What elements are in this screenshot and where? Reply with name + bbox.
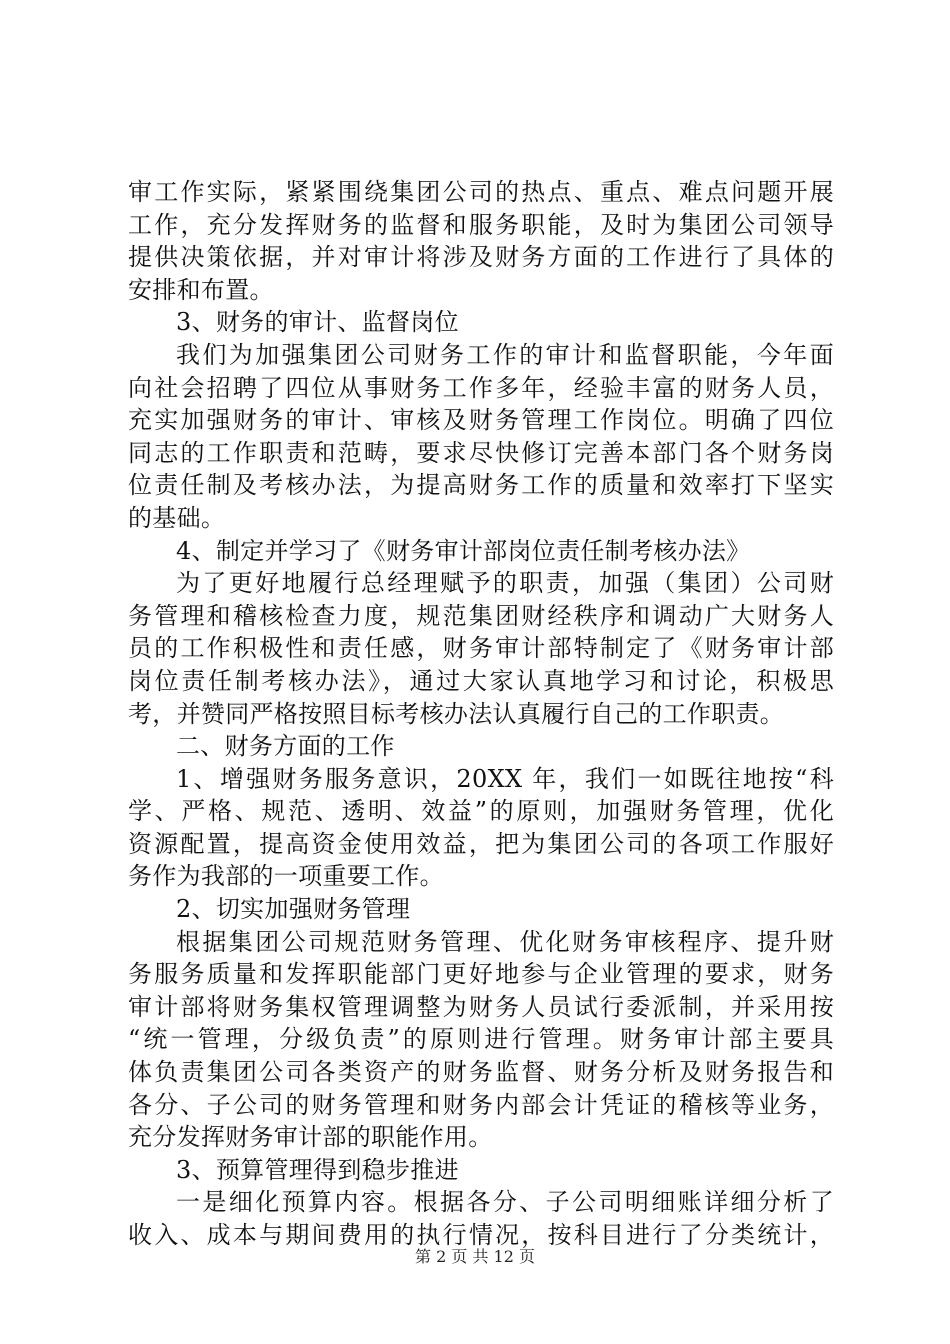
text-line: 3、预算管理得到稳步推进 [176, 1155, 459, 1184]
text-line: 务管理和稽核检查力度，规范集团财经秩序和调动广大财务人 [128, 601, 834, 630]
text-line: “统一管理，分级负责”的原则进行管理。财务审计部主要具 [128, 1025, 834, 1054]
text-line: 根据集团公司规范财务管理、优化财务审核程序、提升财 [176, 927, 834, 956]
text-line: 充分发挥财务审计部的职能作用。 [128, 1123, 493, 1152]
text-line: 审计部将财务集权管理调整为财务人员试行委派制，并采用按 [128, 992, 834, 1021]
text-line: 4、制定并学习了《财务审计部岗位责任制考核办法》 [176, 536, 751, 565]
text-line: 岗位责任制考核办法》，通过大家认真地学习和讨论，积极思 [128, 666, 834, 695]
text-line: 的基础。 [128, 503, 226, 532]
text-line: 提供决策依据，并对审计将涉及财务方面的工作进行了具体的 [128, 243, 834, 272]
text-line: 工作，充分发挥财务的监督和服务职能，及时为集团公司领导 [128, 210, 834, 239]
document-body [128, 176, 834, 1252]
text-line: 充实加强财务的审计、审核及财务管理工作岗位。明确了四位 [128, 406, 834, 435]
text-line: 二、财务方面的工作 [176, 732, 395, 761]
text-line: 位责任制及考核办法，为提高财务工作的质量和效率打下坚实 [128, 471, 834, 500]
text-line: 体负责集团公司各类资产的财务监督、财务分析及财务报告和 [128, 1058, 834, 1087]
text-line: 一是细化预算内容。根据各分、子公司明细账详细分析了 [176, 1188, 834, 1217]
text-line: 资源配置，提高资金使用效益，把为集团公司的各项工作服好 [128, 829, 834, 858]
text-line: 收入、成本与期间费用的执行情况，按科目进行了分类统计， [128, 1221, 834, 1249]
text-line: 学、严格、规范、透明、效益”的原则，加强财务管理，优化 [128, 797, 834, 826]
text-line: 审工作实际，紧紧围绕集团公司的热点、重点、难点问题开展 [128, 178, 834, 206]
page-footer: 第 2 页 共 12 页 [415, 1247, 535, 1266]
text-line: 各分、子公司的财务管理和财务内部会计凭证的稽核等业务， [128, 1090, 834, 1119]
text-line: 我们为加强集团公司财务工作的审计和监督职能，今年面 [176, 340, 834, 369]
text-line: 1、增强财务服务意识，20XX 年，我们一如既往地按“科 [176, 764, 834, 793]
text-line: 安排和布置。 [128, 275, 274, 304]
text-line: 同志的工作职责和范畴，要求尽快修订完善本部门各个财务岗 [128, 438, 834, 467]
text-line: 3、财务的审计、监督岗位 [176, 308, 459, 337]
text-line: 为了更好地履行总经理赋予的职责，加强（集团）公司财 [176, 569, 834, 598]
text-line: 务作为我部的一项重要工作。 [128, 862, 444, 891]
text-line: 2、切实加强财务管理 [176, 895, 411, 924]
text-line: 考，并赞同严格按照目标考核办法认真履行自己的工作职责。 [128, 699, 785, 728]
text-line: 员的工作积极性和责任感，财务审计部特制定了《财务审计部 [128, 634, 834, 663]
text-line: 向社会招聘了四位从事财务工作多年，经验丰富的财务人员， [128, 373, 834, 402]
text-line: 务服务质量和发挥职能部门更好地参与企业管理的要求，财务 [128, 960, 834, 989]
